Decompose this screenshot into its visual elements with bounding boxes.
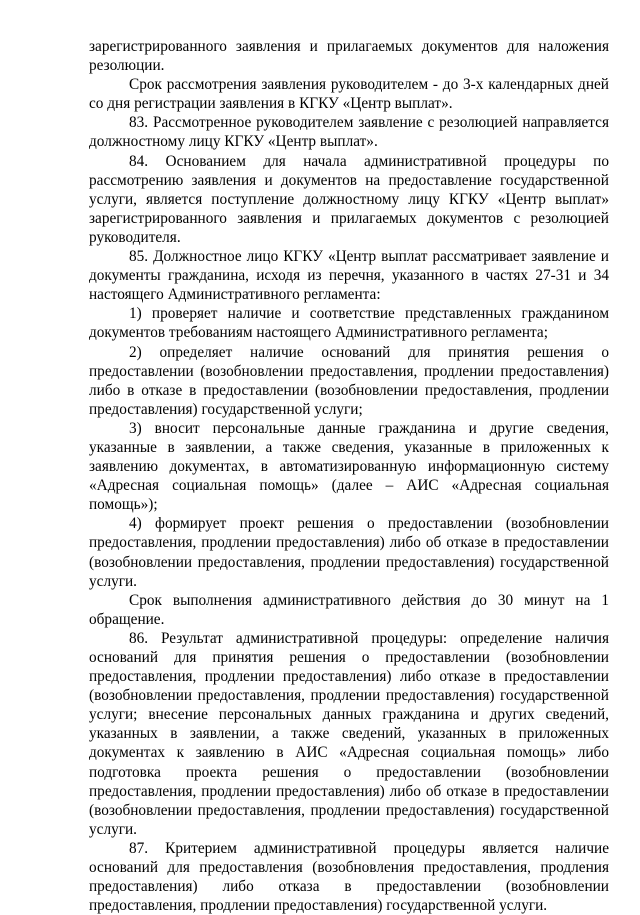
list-item-4: 4) формирует проект решения о предоставлении (возобновлении предоставления, продлении предоставления) либо об отказе в предоставлении (возобновлении предоставления, продлении предоставления) государственной услуги.: [89, 515, 609, 590]
list-item-2: 2) определяет наличие оснований для принятия решения о предоставлении (возобновлении предоставления, продлении предоставления) либо в отказе в предоставлении (возобновлении предоставления, продлении предоставления) государственной услуги;: [89, 343, 609, 418]
list-item-3: 3) вносит персональные данные гражданина и другие сведения, указанные в заявлении, а также сведения, указанные в приложенных к заявлению документах, в автоматизированную информационную систему «Адресная социальная помощь» (далее – АИС «Адресная социальная помощь»);: [89, 419, 609, 514]
paragraph-review-deadline: Срок рассмотрения заявления руководителем - до 3-х календарных дней со дня регистрации заявления в КГКУ «Центр выплат».: [89, 76, 609, 113]
list-item-1: 1) проверяет наличие и соответствие представленных гражданином документов требованиям настоящего Административного регламента;: [89, 305, 609, 342]
paragraph-action-deadline: Срок выполнения административного действия до 30 минут на 1 обращение.: [89, 591, 609, 628]
document-page: [89, 37, 609, 915]
paragraph-85: 85. Должностное лицо КГКУ «Центр выплат рассматривает заявление и документы гражданина, исходя из перечня, указанного в частях 27-31 и 34 настоящего Административного регламента:: [89, 248, 609, 304]
paragraph-86: 86. Результат административной процедуры: определение наличия оснований для принятия решения о предоставлении (возобновлении предоставления, продлении предоставления) либо отказе в предоставлении (возобновлении предоставления, продлении предоставления) государственной услуги; внесение персональных данных гражданина и других сведений, указанных в заявлении, а также сведений, указанных в приложенных документах к заявлению в АИС «Адресная социальная помощь» либо подготовка проекта решения о предоставлении (возобновлении предоставления, продлении предоставления) либо об отказе в предоставлении (возобновлении предоставления, продлении предоставления) государственной услуги.: [89, 629, 609, 838]
paragraph-84: 84. Основанием для начала административной процедуры по рассмотрению заявления и документов на предоставление государственной услуги, является поступление должностному лицу КГКУ «Центр выплат» зарегистрированного заявления и прилагаемых документов с резолюцией руководителя.: [89, 152, 609, 246]
paragraph-87: 87. Критерием административной процедуры является наличие оснований для предоставления (возобновления предоставления, продления предоставления) либо отказа в предоставлении (возобновлении предоставления, продлении предоставления) государственной услуги.: [89, 839, 609, 915]
paragraph-continuation: зарегистрированного заявления и прилагаемых документов для наложения резолюции.: [89, 38, 609, 75]
paragraph-83: 83. Рассмотренное руководителем заявление с резолюцией направляется должностному лицу КГКУ «Центр выплат».: [89, 114, 609, 151]
